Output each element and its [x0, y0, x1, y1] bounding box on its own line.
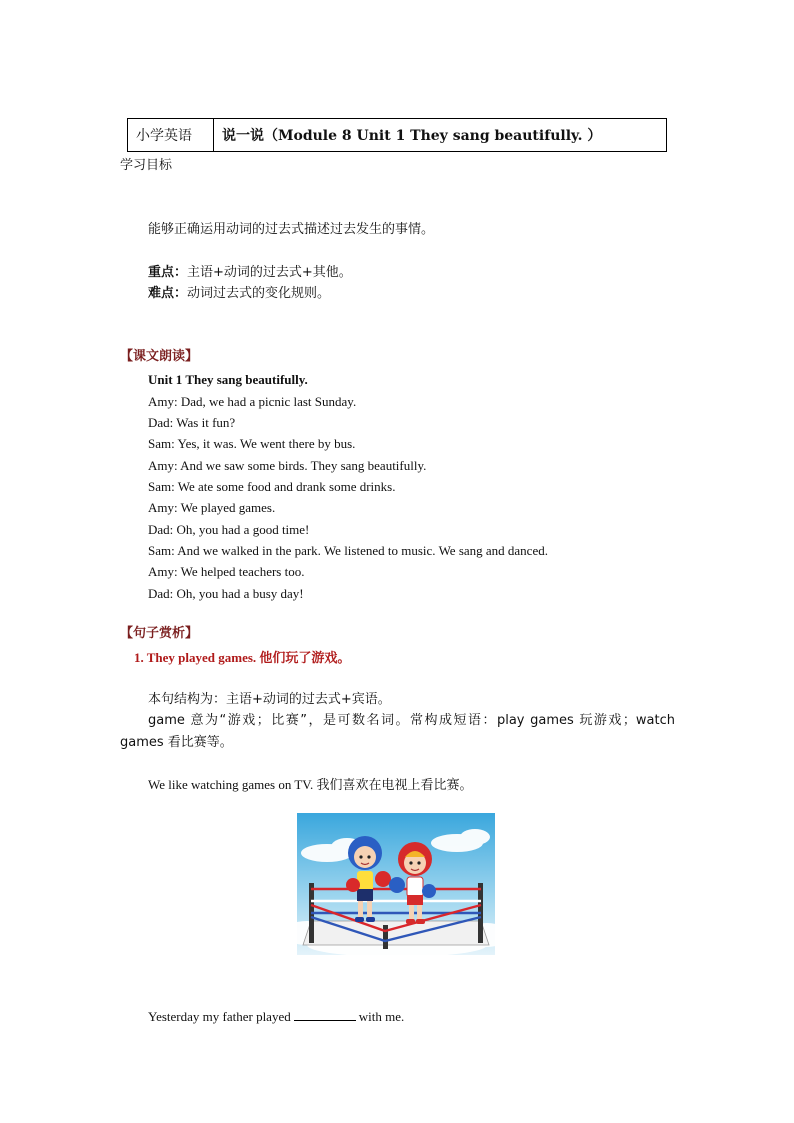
dialogue-line: Dad: Oh, you had a busy day!: [148, 586, 304, 601]
key-point: [148, 265, 352, 281]
dialogue-line: Sam: Yes, it was. We went there by bus.: [148, 436, 356, 451]
dialogue-line: Amy: We played games.: [148, 500, 276, 515]
dialogue-line: Amy: We helped teachers too.: [148, 564, 305, 579]
subject-cell: 小学英语: [128, 119, 214, 151]
dialogue-line: Sam: And we walked in the park. We listened to music. We sang and danced.: [148, 543, 548, 558]
dialogue-line: Dad: Oh, you had a good time!: [148, 522, 310, 537]
dialogue-line: Dad: Was it fun?: [148, 415, 236, 430]
example-sentence: We like watching games on TV. 我们喜欢在电视上看比赛。: [148, 777, 473, 792]
exercise-before: Yesterday my father played: [148, 1009, 291, 1024]
boxing-illustration: [297, 813, 495, 955]
unit-title: Unit 1 They sang beautifully.: [148, 372, 308, 387]
explanation-paragraph: game 意为“游戏；比赛”，是可数名词。常构成短语：play games 玩游戏；watch games 看比赛等。: [120, 713, 675, 750]
answer-blank[interactable]: [294, 1008, 356, 1021]
analysis-heading: 【句子赏析】: [120, 626, 199, 641]
key-label: 重点：: [148, 265, 188, 280]
key-sentence: 1. They played games. 他们玩了游戏。: [134, 650, 351, 665]
goals-heading: 学习目标: [120, 158, 173, 173]
difficulty-point: [148, 286, 330, 302]
header-table: [127, 118, 667, 152]
dialogue-line: Amy: Dad, we had a picnic last Sunday.: [148, 394, 357, 409]
reading-heading: 【课文朗读】: [120, 349, 199, 364]
title-cell: 说一说（Module 8 Unit 1 They sang beautifully. ）: [222, 128, 602, 144]
dialogue-line: Amy: And we saw some birds. They sang beautifully.: [148, 458, 427, 473]
difficulty-text: 动词过去式的变化规则。: [187, 286, 331, 301]
goals-objective: 能够正确运用动词的过去式描述过去发生的事情。: [148, 222, 435, 237]
exercise-sentence: [148, 1008, 404, 1025]
dialogue-line: Sam: We ate some food and drank some drinks.: [148, 479, 396, 494]
exercise-after: with me.: [358, 1009, 405, 1024]
key-text: 主语+动词的过去式+其他。: [187, 265, 352, 280]
structure-note: 本句结构为：主语+动词的过去式+宾语。: [148, 692, 391, 707]
difficulty-label: 难点：: [148, 286, 188, 301]
